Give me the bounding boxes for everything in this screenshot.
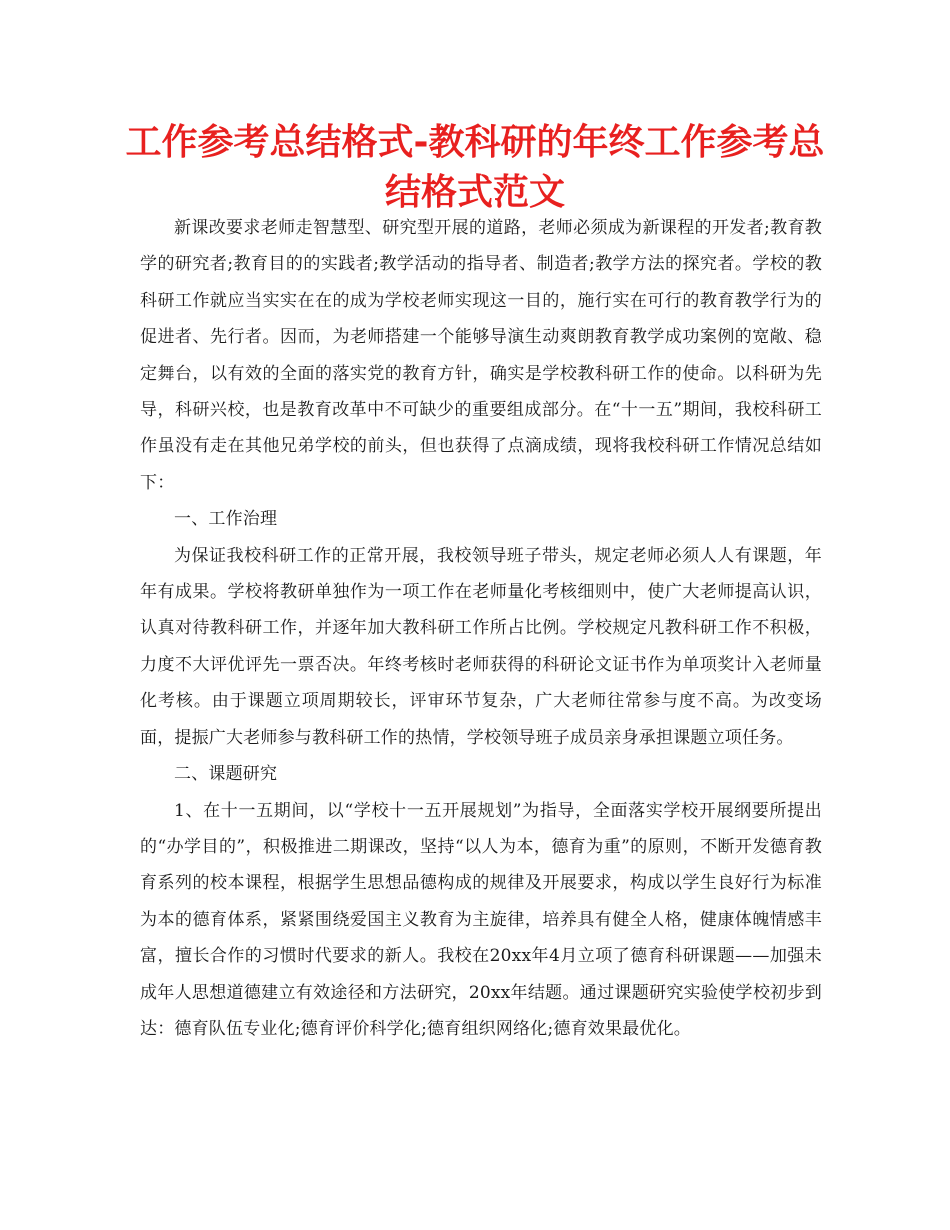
section-heading-topic-research: 二、课题研究 <box>174 764 278 785</box>
document-title: 工作参考总结格式-教科研的年终工作参考总结格式范文 <box>125 122 825 213</box>
document-body <box>140 210 822 1047</box>
paragraph-topic-research: 1、在十一五期间，以“学校十一五开展规划”为指导，全面落实学校开展纲要所提出的“办学目的”，积极推进二期课改，坚持“以人为本，德育为重”的原则，不断开发德育教育系列的校本课程，根据学生思想品德构成的规律及开展要求，构成以学生良好行为标准为本的德育体系，紧紧围绕爱国主义教育为主旋律，培养具有健全人格，健康体魄情感丰富，擅长合作的习惯时代要求的新人。我校在20xx年4月立项了德育科研课题——加强未成年人思想道德建立有效途径和方法研究，20xx年结题。通过课题研究实验使学校初步到达：德育队伍专业化;德育评价科学化;德育组织网络化;德育效果最优化。 <box>140 800 822 1039</box>
paragraph-work-management: 为保证我校科研工作的正常开展，我校领导班子带头，规定老师必须人人有课题，年年有成果。学校将教研单独作为一项工作在老师量化考核细则中，使广大老师提高认识，认真对待教科研工作，并逐年加大教科研工作所占比例。学校规定凡教科研工作不积极，力度不大评优评先一票否决。年终考核时老师获得的科研论文证书作为单项奖计入老师量化考核。由于课题立项周期较长，评审环节复杂，广大老师往常参与度不高。为改变场面，提振广大老师参与教科研工作的热情，学校领导班子成员亲身承担课题立项任务。 <box>140 545 822 748</box>
section-heading-work-management: 一、工作治理 <box>174 509 278 530</box>
paragraph-intro: 新课改要求老师走智慧型、研究型开展的道路，老师必须成为新课程的开发者;教育教学的研究者;教育目的的实践者;教学活动的指导者、制造者;教学方法的探究者。学校的教科研工作就应当实实在在的成为学校老师实现这一目的，施行实在可行的教育教学行为的促进者、先行者。因而，为老师搭建一个能够导演生动爽朗教育教学成功案例的宽敞、稳定舞台，以有效的全面的落实党的教育方针，确实是学校教科研工作的使命。以科研为先导，科研兴校，也是教育改革中不可缺少的重要组成部分。在“十一五”期间，我校科研工作虽没有走在其他兄弟学校的前头，但也获得了点滴成绩，现将我校科研工作情况总结如下： <box>140 218 822 493</box>
